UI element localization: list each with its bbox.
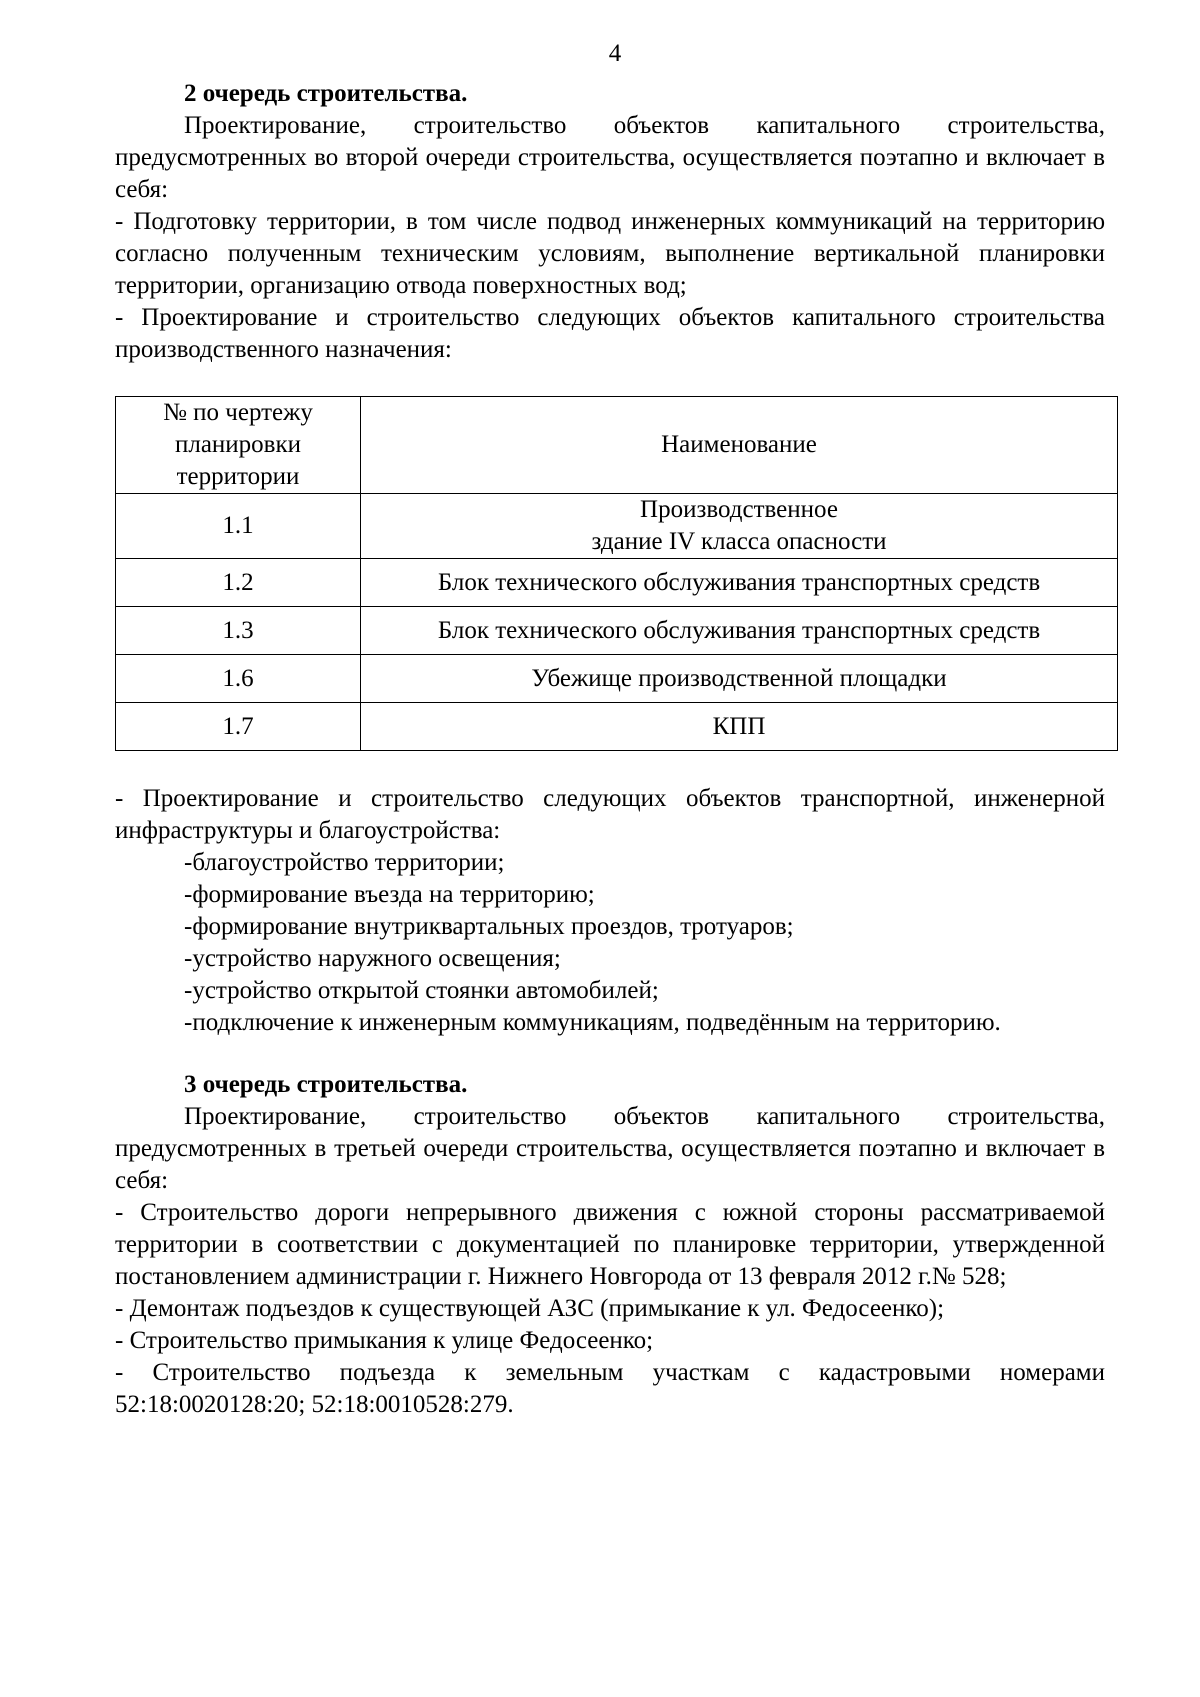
list-item: -устройство наружного освещения;: [184, 945, 561, 972]
section3-intro: Проектирование, строительство объектов капитального строительства, предусмотренных в третьей очереди строительства, осуществляется поэтапно и включает в себя:: [115, 1103, 1105, 1194]
row-num: 1.2: [116, 559, 361, 607]
objects-table: [115, 396, 1118, 751]
table-row: [116, 703, 1118, 751]
row-name: Блок технического обслуживания транспортных средств: [361, 607, 1118, 655]
list-item: -формирование внутриквартальных проездов, тротуаров;: [184, 913, 794, 940]
header-name: Наименование: [361, 397, 1118, 494]
row-name: КПП: [361, 703, 1118, 751]
table-row: [116, 655, 1118, 703]
section2-item-objects: - Проектирование и строительство следующих объектов капитального строительства производственного назначения:: [115, 304, 1105, 363]
table-header-row: [116, 397, 1118, 494]
table-row: [116, 607, 1118, 655]
row-num: 1.1: [116, 494, 361, 559]
list-item: -устройство открытой стоянки автомобилей;: [184, 977, 659, 1004]
row-name-line2: здание IV класса опасности: [591, 528, 887, 555]
list-item: -формирование въезда на территорию;: [184, 881, 595, 908]
table-row: [116, 494, 1118, 559]
row-name: [361, 494, 1118, 559]
section3-item-dismantle: - Демонтаж подъездов к существующей АЗС (примыкание к ул. Федосеенко);: [115, 1295, 945, 1322]
section2-item-territory: - Подготовку территории, в том числе подвод инженерных коммуникаций на территорию согласно полученным техническим условиям, выполнение вертикальной планировки территории, организацию отвода поверхностных вод;: [115, 208, 1105, 299]
section3-item-junction: - Строительство примыкания к улице Федосеенко;: [115, 1327, 654, 1354]
infra-list: [115, 847, 1105, 1039]
section3-item-road: - Строительство дороги непрерывного движения с южной стороны рассматриваемой территории в соответствии с документацией по планировке территории, утвержденной постановлением администрации г. Нижнего Новгорода от 13 февраля 2012 г.№ 528;: [115, 1199, 1105, 1290]
section2-intro: Проектирование, строительство объектов капитального строительства, предусмотренных во второй очереди строительства, осуществляется поэтапно и включает в себя:: [115, 112, 1105, 203]
row-name-line1: Производственное: [640, 496, 838, 523]
row-num: 1.7: [116, 703, 361, 751]
page-number: 4: [608, 40, 622, 67]
document-page: [115, 38, 1105, 1421]
row-name: Убежище производственной площадки: [361, 655, 1118, 703]
section3-item-access: - Строительство подъезда к земельным участкам с кадастровыми номерами 52:18:0020128:20; 52:18:0010528:279.: [115, 1359, 1105, 1418]
row-name: Блок технического обслуживания транспортных средств: [361, 559, 1118, 607]
infra-intro: - Проектирование и строительство следующих объектов транспортной, инженерной инфраструктуры и благоустройства:: [115, 785, 1105, 844]
list-item: -благоустройство территории;: [184, 849, 505, 876]
row-num: 1.3: [116, 607, 361, 655]
section3-heading: 3 очередь строительства.: [184, 1071, 468, 1098]
row-num: 1.6: [116, 655, 361, 703]
table-row: [116, 559, 1118, 607]
list-item: -подключение к инженерным коммуникациям, подведённым на территорию.: [184, 1009, 1001, 1036]
section2-heading: 2 очередь строительства.: [184, 80, 468, 107]
header-num: № по чертежу планировки территории: [116, 397, 361, 494]
